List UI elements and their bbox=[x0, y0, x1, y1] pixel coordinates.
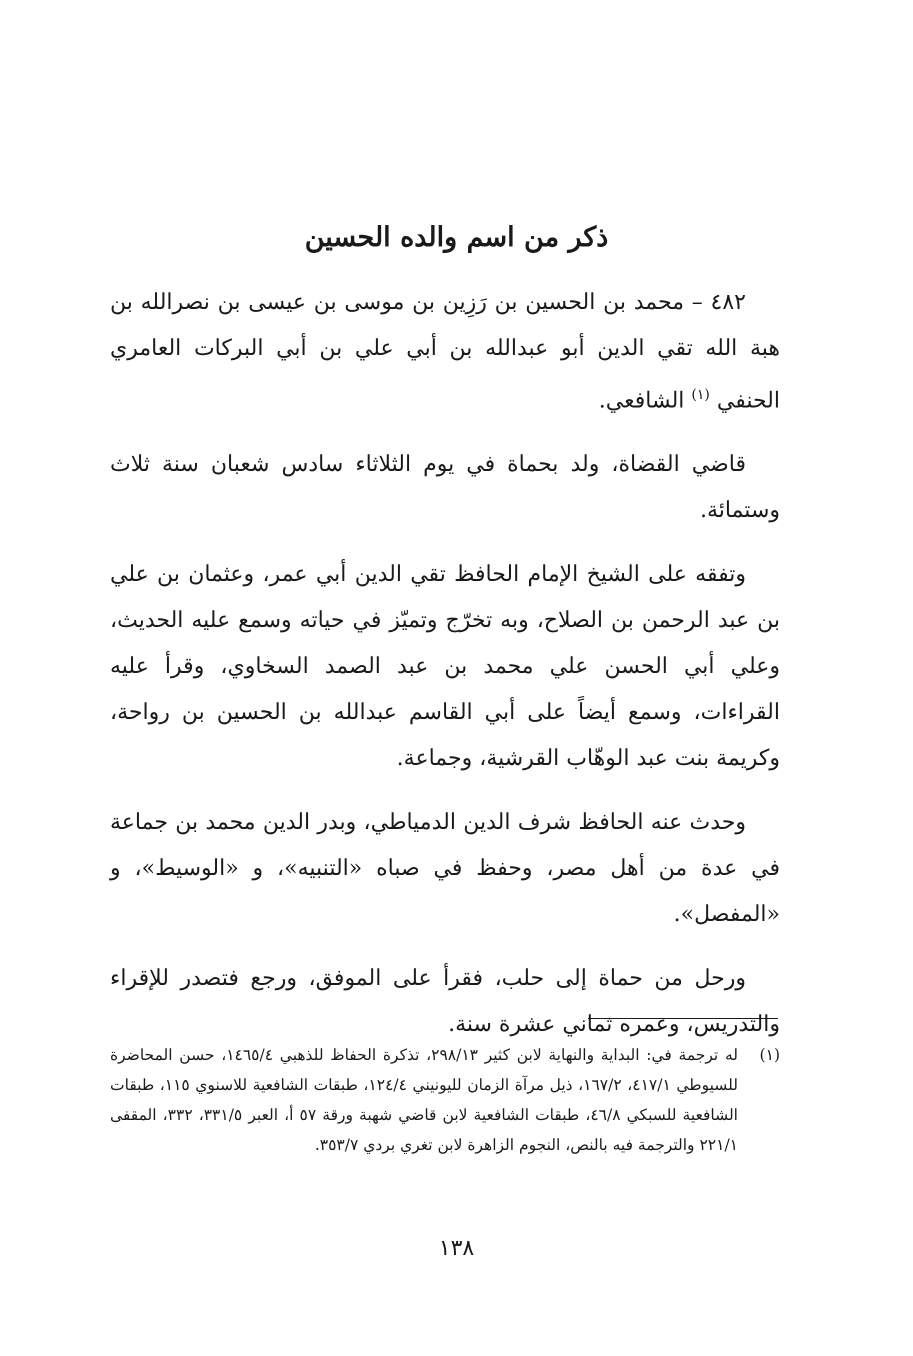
footnote-text: له ترجمة في: البداية والنهاية لابن كثير ٢٩٨/١٣، تذكرة الحفاظ للذهبي ١٤٦٥/٤، حسن المحاضرة للسيوطي ٤١٧/١، ١٦٧/٢، ذيل مرآة الزمان لليونيني ١٢٤/٤، طبقات الشافعية للاسنوي ١١٥، طبقات الشافعية للسبكي ٤٦/٨، طبقات الشافعية لابن قاضي شهبة ورقة ٥٧ أ، العبر ٣٣١/٥، ٣٣٢، المقفى ٢٢١/١ والترجمة فيه بالنص، النجوم الزاهرة لابن تغري بردي ٣٥٣/٧. bbox=[110, 1046, 738, 1154]
footnote-reference: (١) bbox=[691, 387, 710, 403]
paragraph-travel: ورحل من حماة إلى حلب، فقرأ على الموفق، ورجع فتصدر للإقراء والتدريس، وعمره ثماني عشرة سنة. bbox=[110, 966, 780, 1038]
page-number: ١٣٨ bbox=[438, 1236, 475, 1261]
body-text bbox=[110, 280, 780, 1066]
footnote-marker: (١) bbox=[759, 1046, 780, 1064]
entry-text: ٤٨٢ – محمد بن الحسين بن رَزِين بن موسى بن عيسى بن نصرالله بن هبة الله تقي الدين أبو عبدالله بن أبي علي بن أبي البركات العامري الحنفي bbox=[110, 290, 780, 414]
paragraph-entry bbox=[110, 280, 780, 424]
footnote bbox=[110, 1040, 780, 1160]
paragraph-teachers: وتفقه على الشيخ الإمام الحافظ تقي الدين أبي عمر، وعثمان بن علي بن عبد الرحمن بن الصلاح، وبه تخرّج وتميّز في حياته وسمع عليه الحديث، وعلي أبي الحسن علي محمد بن عبد الصمد السخاوي، وقرأ عليه القراءات، وسمع أيضاً على أبي القاسم عبدالله بن الحسين بن رواحة، وكريمة بنت عبد الوهّاب القرشية، وجماعة. bbox=[110, 562, 780, 772]
paragraph-students: وحدث عنه الحافظ شرف الدين الدمياطي، وبدر الدين محمد بن جماعة في عدة من أهل مصر، وحفظ في صباه «التنبيه»، و «الوسيط»، و «المفصل». bbox=[110, 810, 780, 928]
footnote-divider bbox=[588, 1018, 778, 1019]
entry-text-end: الشافعي. bbox=[598, 388, 692, 414]
paragraph-birth: قاضي القضاة، ولد بحماة في يوم الثلاثاء سادس شعبان سنة ثلاث وستمائة. bbox=[110, 452, 780, 524]
section-heading: ذكر من اسم والده الحسين bbox=[304, 222, 609, 253]
